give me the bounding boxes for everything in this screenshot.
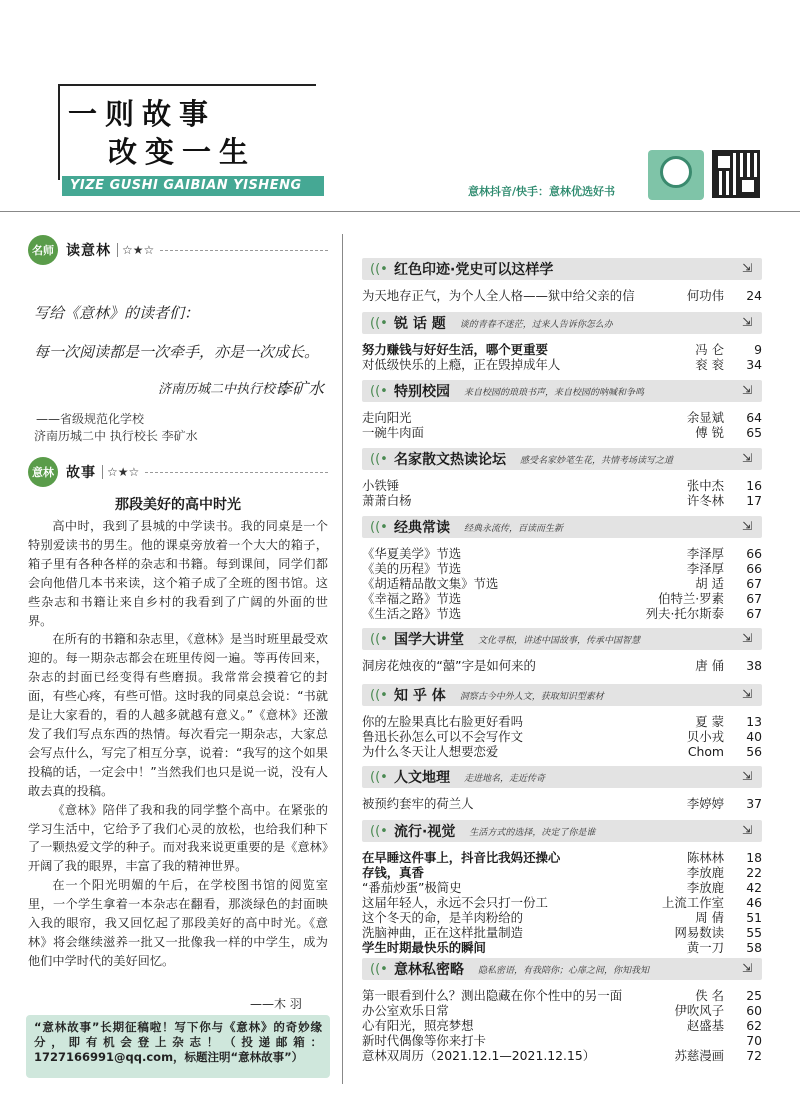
toc-entry[interactable]	[362, 911, 762, 925]
toc-entry-author: 李泽厚	[686, 546, 724, 561]
toc-entry[interactable]	[362, 426, 762, 440]
toc-entry-title: “番茄炒蛋”极简史	[362, 880, 462, 895]
qr-code-icon[interactable]	[712, 150, 760, 198]
submission-notice: “意林故事”长期征稿啦！写下你与《意林》的奇妙缘分，即有机会登上杂志！（投递邮箱：1727166991@qq.com，标题注明“意林故事”）	[26, 1015, 330, 1078]
toc-entry-page: 34	[746, 357, 762, 372]
toc-category-tagline: 经典永流传，百读而生新	[464, 523, 564, 534]
wifi-icon: ((•	[370, 519, 388, 535]
toc-entry[interactable]	[362, 1034, 762, 1048]
toc-category[interactable]	[362, 380, 762, 402]
toc-entry-page: 70	[746, 1033, 762, 1048]
mingshi-name: 读意林	[66, 243, 111, 259]
toc-entry-title: 第一眼看到什么？测出隐藏在你个性中的另一面	[362, 988, 623, 1003]
toc-entry-page: 16	[746, 478, 762, 493]
story-paragraph: 在一个阳光明媚的午后，在学校图书馆的阅览室里，一个学生拿着一本杂志在翻看，那淡绿色的封面映入我的眼帘，我又回忆起了那段美好的高中时光。《意林》将会继续滋养一批又一批像我一样的中学生，成为他们中学时代的美好回忆。	[28, 878, 328, 968]
handwritten-line1: 写给《意林》的读者们：	[34, 304, 200, 322]
toc-entry-author: 周 倩	[695, 910, 724, 925]
toc-entry[interactable]	[362, 479, 762, 493]
toc-entry-page: 66	[746, 546, 762, 561]
toc-entry-page: 38	[746, 658, 762, 673]
cursor-arrow-icon: ⇲	[741, 631, 752, 645]
toc-entry-page: 51	[746, 910, 762, 925]
toc-entry-author: 佚 名	[695, 988, 724, 1003]
cursor-arrow-icon: ⇲	[741, 769, 752, 783]
story-rule	[145, 472, 328, 473]
toc-category-name: 锐 话 题	[394, 316, 446, 332]
toc-entry[interactable]	[362, 659, 762, 673]
toc-entry-page: 40	[746, 729, 762, 744]
toc-entry-title: 洞房花烛夜的“囍”字是如何来的	[362, 658, 536, 673]
column-divider	[342, 234, 343, 1084]
mingshi-section	[28, 236, 328, 264]
toc-entry-title: 这届年轻人，永远不会只打一份工	[362, 895, 548, 910]
page-header	[0, 0, 800, 210]
wifi-icon: ((•	[370, 383, 388, 399]
wifi-icon: ((•	[370, 315, 388, 331]
wifi-icon: ((•	[370, 687, 388, 703]
toc-entry[interactable]	[362, 715, 762, 729]
toc-entry-title: 新时代偶像等你来打卡	[362, 1033, 486, 1048]
toc-entry[interactable]	[362, 562, 762, 576]
toc-entry-author: 网易数读	[674, 925, 724, 940]
toc-category[interactable]	[362, 766, 762, 788]
toc-entry-title: 洗脑神曲，正在这样批量制造	[362, 925, 524, 940]
toc-entry[interactable]	[362, 343, 762, 357]
section-title-line1: 一则故事	[68, 97, 217, 131]
toc-entry[interactable]	[362, 411, 762, 425]
toc-entry-title: 努力赚钱与好好生活，哪个更重要	[362, 342, 548, 357]
toc-entry-author: 冯 仑	[695, 342, 724, 357]
toc-category-name: 意林私密略	[394, 962, 464, 978]
toc-entry-page: 37	[746, 796, 762, 811]
toc-entry-author: 贝小戎	[686, 729, 724, 744]
toc-category-name: 国学大讲堂	[394, 632, 464, 648]
toc-entry[interactable]	[362, 730, 762, 744]
toc-category[interactable]	[362, 628, 762, 650]
cursor-arrow-icon: ⇲	[741, 261, 752, 275]
toc-entry-author: 李放鹿	[686, 880, 724, 895]
cursor-arrow-icon: ⇲	[741, 687, 752, 701]
toc-entry-title: 存钱，真香	[362, 865, 424, 880]
cursor-arrow-icon: ⇲	[741, 383, 752, 397]
toc-entry-author: 余显斌	[686, 410, 724, 425]
mingshi-stars: ☆★☆	[117, 243, 154, 257]
toc-entry-title: 《幸福之路》节选	[362, 591, 462, 606]
toc-entry-page: 46	[746, 895, 762, 910]
toc-entry[interactable]	[362, 1004, 762, 1018]
toc-category[interactable]	[362, 820, 762, 842]
toc-entry-author: 张中杰	[686, 478, 724, 493]
toc-entry[interactable]	[362, 989, 762, 1003]
story-header	[28, 458, 328, 486]
toc-entry-page: 56	[746, 744, 762, 759]
toc-entry-page: 17	[746, 493, 762, 508]
toc-category[interactable]	[362, 684, 762, 706]
toc-entry-author: 何功伟	[686, 288, 724, 303]
toc-category-tagline: 走进地名，走近传奇	[464, 773, 546, 784]
cursor-arrow-icon: ⇲	[741, 823, 752, 837]
toc-entry-title: 心有阳光，照亮梦想	[362, 1018, 474, 1033]
toc-entry-page: 72	[746, 1048, 762, 1063]
toc-entry-title: 《胡适精品散文集》节选	[362, 576, 499, 591]
toc-entry[interactable]	[362, 494, 762, 508]
toc-entry-page: 65	[746, 425, 762, 440]
toc-category-tagline: 隐私密语，有我陪你；心扉之间，你知我知	[478, 965, 650, 976]
signature-line1: ——省级规范化学校	[36, 412, 145, 426]
cursor-arrow-icon: ⇲	[741, 961, 752, 975]
toc-entry-title: 为天地存正气，为个人全人格——狱中给父亲的信	[362, 288, 635, 303]
signature-line2: 济南历城二中 执行校长 李矿水	[34, 429, 198, 443]
follow-text: 意林抖音/快手：意林优选好书	[468, 185, 616, 198]
toc-entry-title: 在早睡这件事上，抖音比我妈还操心	[362, 850, 561, 865]
toc-category[interactable]	[362, 448, 762, 470]
cursor-arrow-icon: ⇲	[741, 451, 752, 465]
toc-entry-page: 58	[746, 940, 762, 955]
story-section	[28, 458, 328, 486]
toc-entry-title: 你的左脸果真比右脸更好看吗	[362, 714, 524, 729]
toc-category-name: 名家散文热读论坛	[394, 452, 506, 468]
toc-category-name: 流行·视觉	[394, 824, 456, 840]
toc-entry-author: 夏 蒙	[695, 714, 724, 729]
toc-entry[interactable]	[362, 592, 762, 606]
toc-entry-author: 苏慈漫画	[674, 1048, 724, 1063]
toc-category[interactable]	[362, 312, 762, 334]
toc-entry-author: 上流工作室	[662, 895, 724, 910]
toc-entry-page: 13	[746, 714, 762, 729]
toc-entry-title: 《美的历程》节选	[362, 561, 462, 576]
story-author: ——木 羽	[250, 997, 302, 1011]
toc-entry[interactable]	[362, 896, 762, 910]
toc-entry-author: 许冬林	[686, 493, 724, 508]
toc-entry-author: 列夫·托尔斯泰	[645, 606, 724, 621]
toc-entry[interactable]	[362, 745, 762, 759]
handwritten-signature: 李矿水	[276, 379, 325, 398]
toc-entry-title: 《生活之路》节选	[362, 606, 462, 621]
toc-entry-page: 67	[746, 606, 762, 621]
toc-entry[interactable]	[362, 547, 762, 561]
story-paragraph: 高中时，我到了县城的中学读书。我的同桌是一个特别爱读书的男生。他的课桌旁放着一个大大的箱子，箱子里有各种各样的杂志和书籍。每到课间，同学们都会向他借几本书来读，这个箱子成了全班的图书馆。这些杂志和书籍让来自乡村的我看到了广阔的外面的世界。	[28, 519, 328, 628]
toc-entry-author: 黄一刀	[686, 940, 724, 955]
pinyin-banner: YIZE GUSHI GAIBIAN YISHENG	[62, 176, 324, 196]
toc-entry[interactable]	[362, 941, 762, 955]
toc-entry[interactable]	[362, 577, 762, 591]
toc-category-name: 经典常读	[394, 520, 450, 536]
story-body	[28, 517, 328, 971]
toc-entry-page: 62	[746, 1018, 762, 1033]
toc-entry[interactable]	[362, 358, 762, 372]
toc-entry-title: 办公室欢乐日常	[362, 1003, 449, 1018]
toc-entry[interactable]	[362, 926, 762, 940]
toc-entry-page: 18	[746, 850, 762, 865]
toc-category-tagline: 文化寻根，讲述中国故事，传承中国智慧	[478, 635, 641, 646]
toc-category-name: 知 乎 体	[394, 688, 446, 704]
toc-entry-author: 李婷婷	[686, 796, 724, 811]
toc-entry-author: 唐 俑	[695, 658, 724, 673]
toc-entry[interactable]	[362, 607, 762, 621]
section-title-line2: 改变一生	[108, 135, 257, 169]
story-title: 那段美好的高中时光	[115, 497, 241, 513]
toc-entry-title: 走向阳光	[362, 410, 412, 425]
toc-entry-title: 被预约套牢的荷兰人	[362, 796, 474, 811]
toc-entry-author: 伯特兰·罗素	[658, 591, 724, 606]
toc-entry-page: 24	[746, 288, 762, 303]
mingshi-header	[28, 236, 328, 264]
toc-entry-author: 衮 衮	[695, 357, 724, 372]
toc-entry-page: 64	[746, 410, 762, 425]
toc-entry-page: 42	[746, 880, 762, 895]
toc-entry-title: 一碗牛肉面	[362, 425, 424, 440]
toc-category[interactable]	[362, 516, 762, 538]
toc-entry[interactable]	[362, 851, 762, 865]
story-name: 故事	[66, 465, 96, 481]
toc-entry-title: 《华夏美学》节选	[362, 546, 462, 561]
toc-entry[interactable]	[362, 1019, 762, 1033]
wifi-icon: ((•	[370, 769, 388, 785]
toc-entry-page: 67	[746, 576, 762, 591]
toc-category-name: 红色印迹·党史可以这样学	[394, 262, 554, 278]
toc-entry-author: 陈林林	[686, 850, 724, 865]
wifi-icon: ((•	[370, 451, 388, 467]
header-divider	[0, 211, 800, 212]
toc-entry-page: 25	[746, 988, 762, 1003]
toc-entry-title: 这个冬天的命，是羊肉粉给的	[362, 910, 524, 925]
toc-entry-page: 9	[754, 342, 762, 357]
toc-entry[interactable]	[362, 881, 762, 895]
toc-entry-page: 22	[746, 865, 762, 880]
toc-entry-title: 萧萧白杨	[362, 493, 412, 508]
mingshi-rule	[160, 250, 328, 251]
toc-entry[interactable]	[362, 1049, 762, 1063]
story-paragraph: 在所有的书籍和杂志里，《意林》是当时班里最受欢迎的。每一期杂志都会在班里传阅一遍。等再传回来，杂志的封面已经变得有些磨损。我常常会摸着它的封面，有些心疼，有些可惜。这时我的同桌总会说：“书就是让大家看的，看的人越多就越有意义。”《意林》还激发了我们写点东西的热情。每次看完一期杂志，大家总会写点什么，写完了相互分享，说着：“我写的这个如果投稿的话，一定会中！”当然我们也只是说一说，没有人敢去真的投稿。	[28, 632, 328, 798]
toc-entry-author: 傅 锐	[695, 425, 724, 440]
toc-entry-title: 意林双周历（2021.12.1—2021.12.15）	[362, 1048, 596, 1063]
toc-entry-title: 鲁迅长孙怎么可以不会写作文	[362, 729, 524, 744]
toc-entry-author: 伊吹风子	[674, 1003, 724, 1018]
toc-entry-page: 66	[746, 561, 762, 576]
toc-category-tagline: 谈的青春不迷茫，过来人告诉你怎么办	[459, 319, 613, 330]
toc-category-name: 特别校园	[394, 384, 450, 400]
toc-category[interactable]	[362, 958, 762, 980]
toc-category-name: 人文地理	[394, 770, 450, 786]
cursor-arrow-icon: ⇲	[741, 519, 752, 533]
toc-entry[interactable]	[362, 866, 762, 880]
mingshi-badge: 名师	[28, 235, 58, 265]
story-paragraph: 《意林》陪伴了我和我的同学整个高中。在紧张的学习生活中，它给予了我们心灵的放松，也给我们种下了一颗热爱文学的种子。而对我来说更重要的是《意林》开阔了我的眼界，丰富了我的精神世界。	[28, 802, 328, 874]
toc-entry-author: 李放鹿	[686, 865, 724, 880]
toc-entry[interactable]	[362, 797, 762, 811]
toc-entry-page: 60	[746, 1003, 762, 1018]
wifi-icon: ((•	[370, 631, 388, 647]
toc-entry-page: 55	[746, 925, 762, 940]
story-stars: ☆★☆	[102, 465, 139, 479]
toc-category-tagline: 洞察古今中外人文，获取知识型素材	[459, 691, 604, 702]
toc-entry-author: Chom	[687, 744, 724, 759]
toc-entry-author: 胡 适	[695, 576, 724, 591]
toc-category[interactable]	[362, 258, 762, 280]
toc-entry-title: 为什么冬天让人想要恋爱	[362, 744, 499, 759]
wifi-icon: ((•	[370, 961, 388, 977]
toc-entry-title: 小铁锤	[362, 478, 400, 493]
toc-entry[interactable]	[362, 289, 762, 303]
toc-entry-author: 赵盛基	[686, 1018, 724, 1033]
handwritten-line2: 每一次阅读都是一次牵手，亦是一次成长。	[34, 343, 320, 361]
story-badge: 意林	[28, 457, 58, 487]
toc-category-tagline: 感受名家妙笔生花，共情考场读写之道	[520, 455, 674, 466]
green-logo-icon	[648, 150, 704, 200]
wifi-icon: ((•	[370, 261, 388, 277]
toc-entry-title: 学生时期最快乐的瞬间	[362, 940, 486, 955]
handwritten-line3: 济南历城二中执行校长	[158, 382, 289, 397]
toc-category-tagline: 来自校园的琅琅书声，来自校园的呐喊和争鸣	[464, 387, 645, 398]
cursor-arrow-icon: ⇲	[741, 315, 752, 329]
toc-category-tagline: 生活方式的选择，决定了你是谁	[469, 827, 596, 838]
toc-entry-author: 李泽厚	[686, 561, 724, 576]
toc-entry-title: 对低级快乐的上瘾，正在毁掉成年人	[362, 357, 561, 372]
toc-entry-page: 67	[746, 591, 762, 606]
wifi-icon: ((•	[370, 823, 388, 839]
